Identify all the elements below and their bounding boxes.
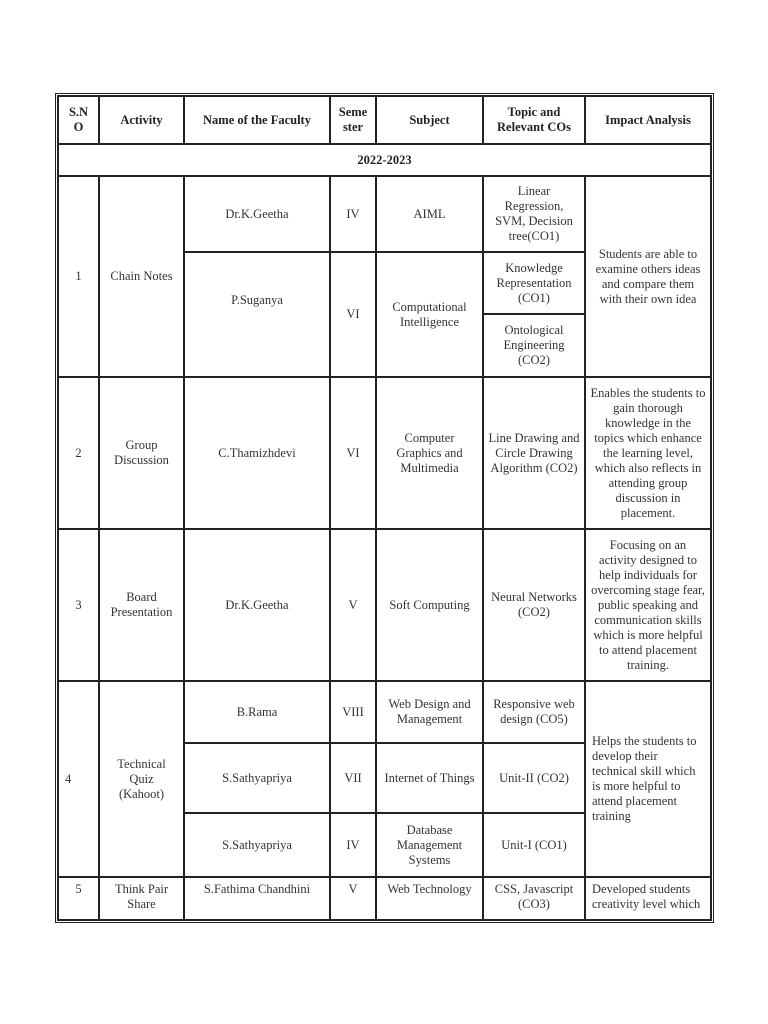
row-4-faculty-a: B.Rama [184,681,330,743]
row-4-subject-a: Web Design and Management [376,681,483,743]
row-2-impact: Enables the students to gain thorough knowledge in the topics which enhance the learning level, which also reflects in attending group discussion in placement. [585,377,711,529]
row-1-topic-b: Knowledge Representation (CO1) [483,252,585,314]
row-2-faculty: C.Thamizhdevi [184,377,330,529]
row-3-subject: Soft Computing [376,529,483,681]
row-4-sno: 4 [58,681,99,877]
row-5-sno: 5 [58,877,99,920]
row-4-semester-c: IV [330,813,376,877]
header-topic: Topic and Relevant COs [483,96,585,144]
row-4-impact: Helps the students to develop their technical skill which is more helpful to attend placement training [585,681,711,877]
row-2-subject: Computer Graphics and Multimedia [376,377,483,529]
header-subject: Subject [376,96,483,144]
row-1-activity: Chain Notes [99,176,184,377]
row-5-topic: CSS, Javascript (CO3) [483,877,585,920]
row-1-sno: 1 [58,176,99,377]
row-2-activity: Group Discussion [99,377,184,529]
row-5-impact: Developed students creativity level which [585,877,711,920]
header-semester: Seme ster [330,96,376,144]
header-faculty: Name of the Faculty [184,96,330,144]
row-3-sno: 3 [58,529,99,681]
header-impact: Impact Analysis [585,96,711,144]
row-1-impact: Students are able to examine others ideas and compare them with their own idea [585,176,711,377]
row-4-faculty-b: S.Sathyapriya [184,743,330,813]
row-5-semester: V [330,877,376,920]
row-3-impact: Focusing on an activity designed to help individuals for overcoming stage fear, public speaking and communication skills which is more helpful to attend placement training. [585,529,711,681]
row-4-subject-c: Database Management Systems [376,813,483,877]
row-1-semester-a: IV [330,176,376,252]
row-1-topic-c: Ontological Engineering (CO2) [483,314,585,377]
row-4-subject-b: Internet of Things [376,743,483,813]
row-1-faculty-a: Dr.K.Geetha [184,176,330,252]
row-4-topic-b: Unit-II (CO2) [483,743,585,813]
year-heading: 2022-2023 [58,144,711,176]
row-1-semester-b: VI [330,252,376,377]
row-3-faculty: Dr.K.Geetha [184,529,330,681]
header-sno: S.N O [58,96,99,144]
row-1-faculty-b: P.Suganya [184,252,330,377]
row-5-activity: Think Pair Share [99,877,184,920]
row-1-subject-a: AIML [376,176,483,252]
row-4-semester-a: VIII [330,681,376,743]
row-5-subject: Web Technology [376,877,483,920]
row-1-topic-a: Linear Regression, SVM, Decision tree(CO1) [483,176,585,252]
row-2-topic: Line Drawing and Circle Drawing Algorithm (CO2) [483,377,585,529]
row-2-sno: 2 [58,377,99,529]
row-4-topic-c: Unit-I (CO1) [483,813,585,877]
row-3-topic: Neural Networks (CO2) [483,529,585,681]
row-4-semester-b: VII [330,743,376,813]
row-4-faculty-c: S.Sathyapriya [184,813,330,877]
row-2-semester: VI [330,377,376,529]
row-4-activity: Technical Quiz (Kahoot) [99,681,184,877]
row-1-subject-b: Computational Intelligence [376,252,483,377]
row-3-semester: V [330,529,376,681]
row-3-activity: Board Presentation [99,529,184,681]
row-4-topic-a: Responsive web design (CO5) [483,681,585,743]
header-activity: Activity [99,96,184,144]
row-5-faculty: S.Fathima Chandhini [184,877,330,920]
activity-table [55,93,714,923]
